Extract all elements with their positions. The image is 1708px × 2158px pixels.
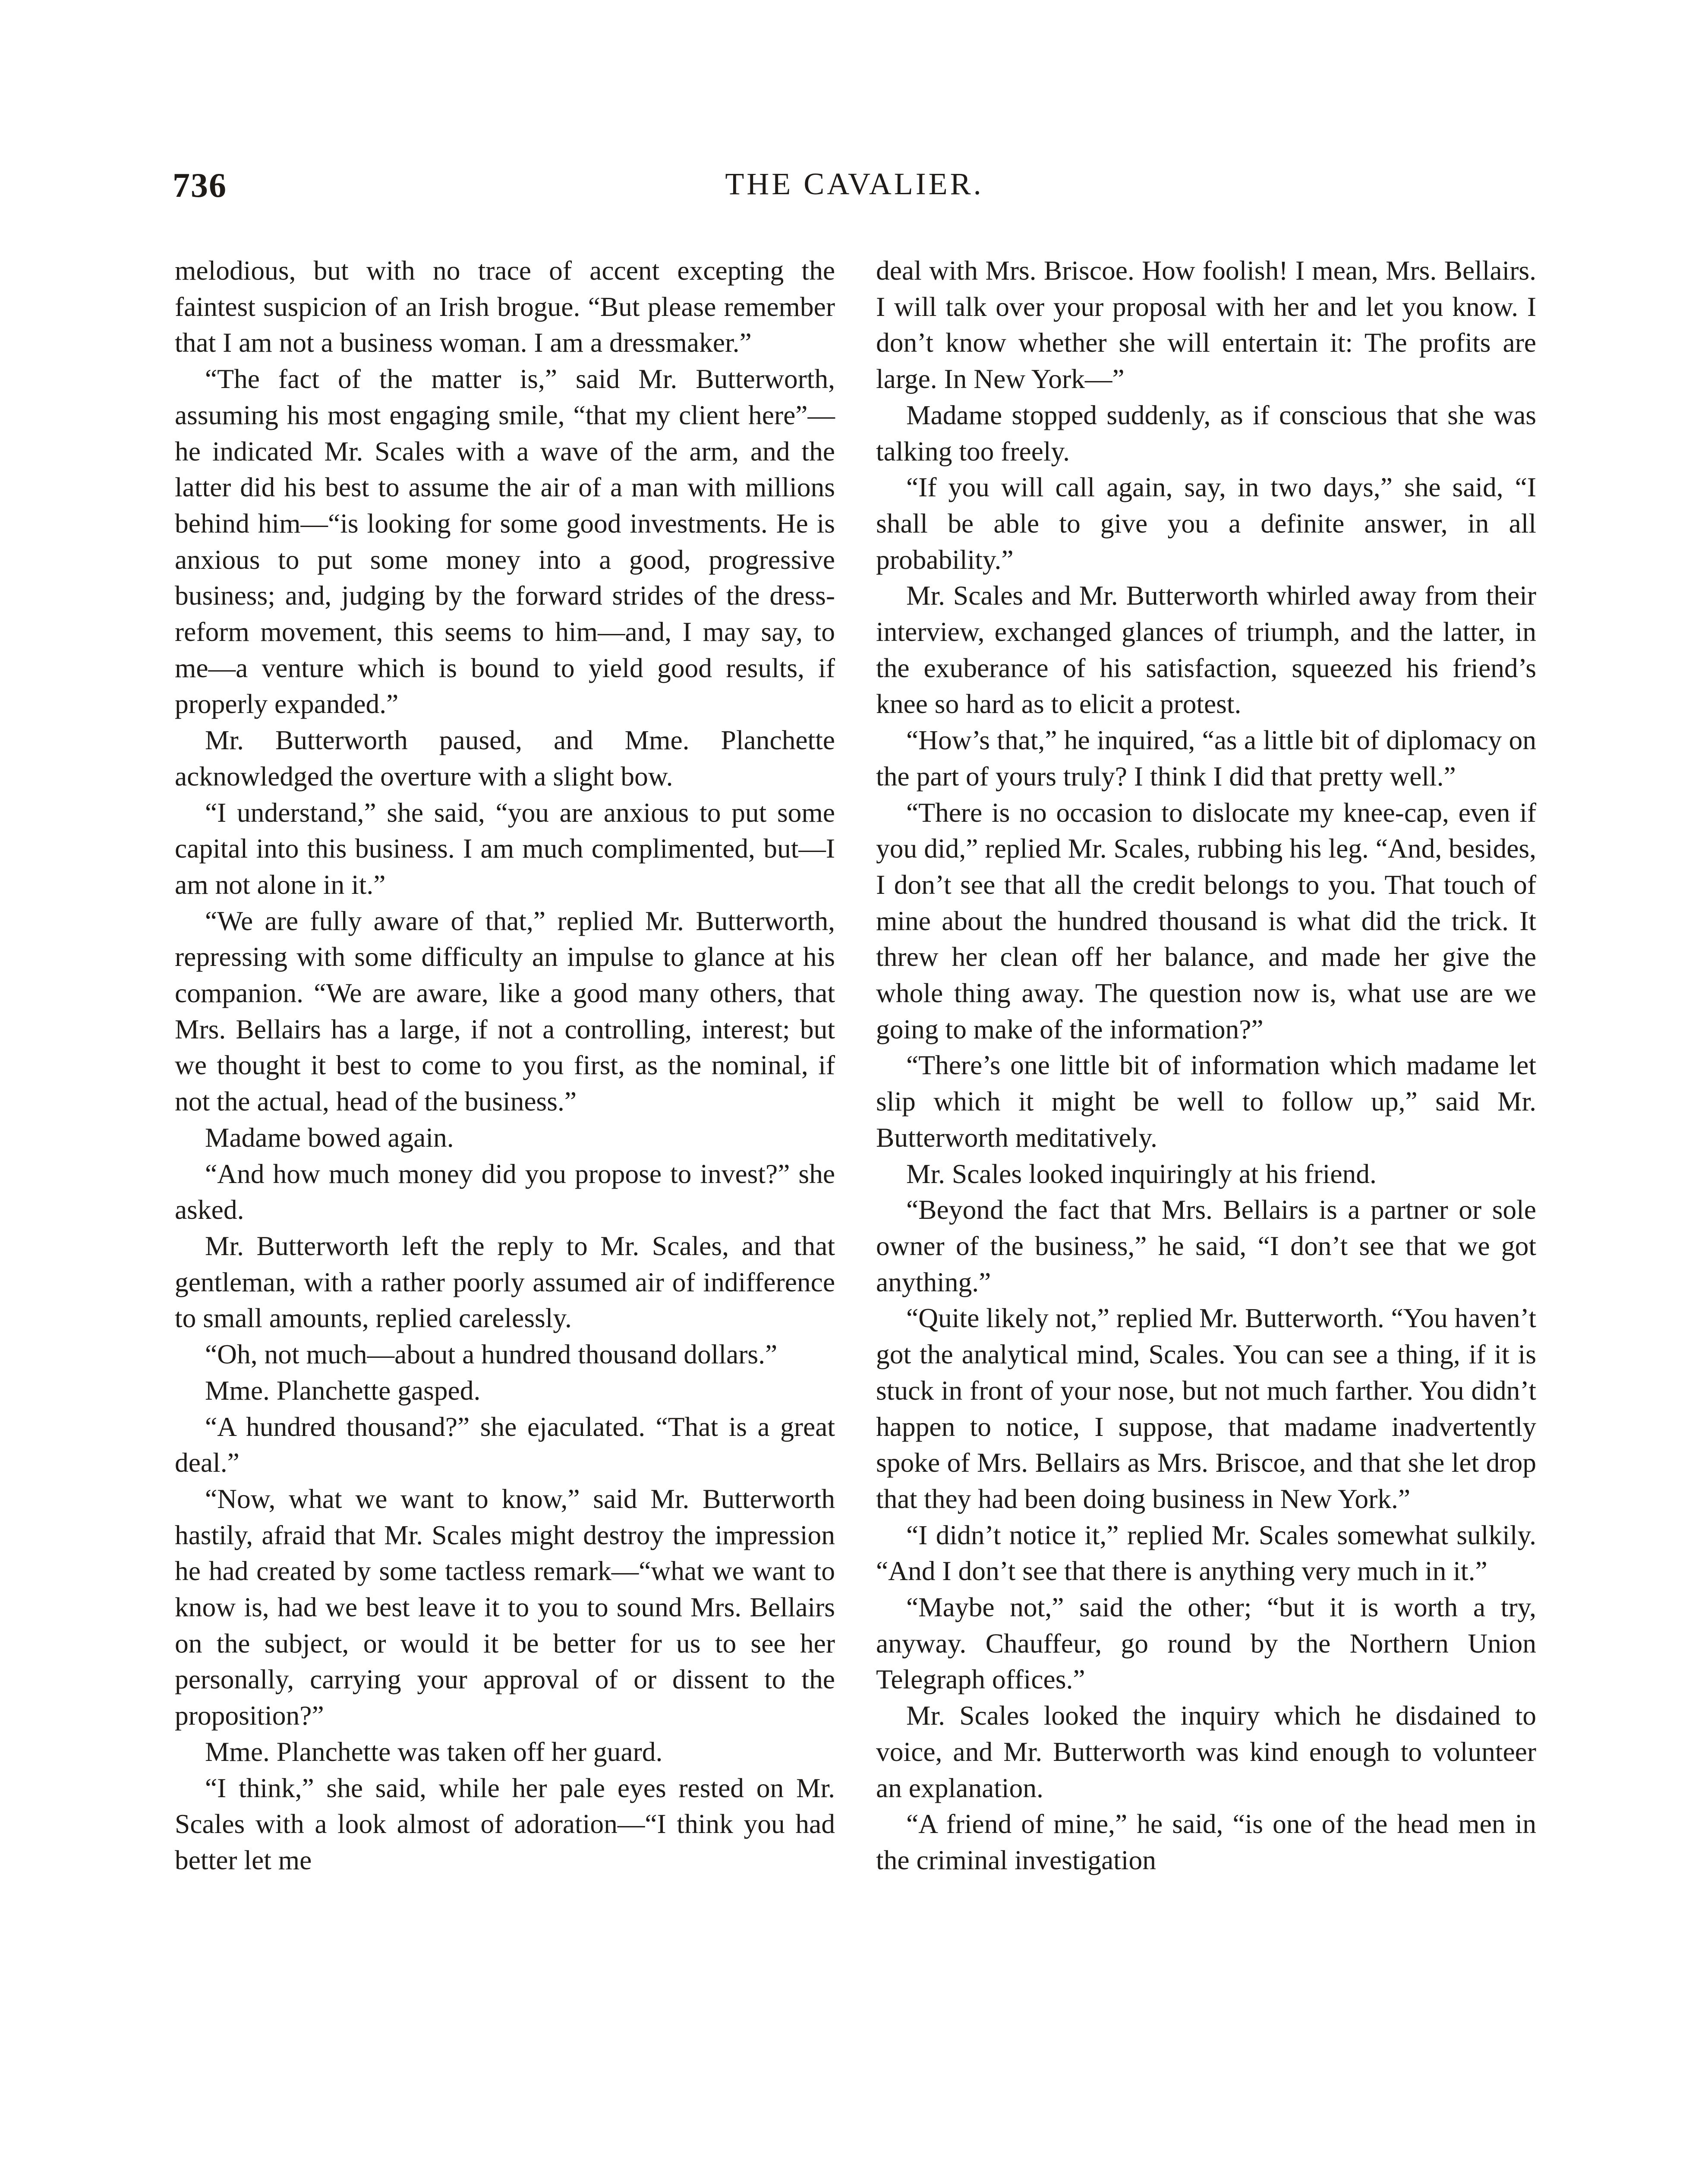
right-column-paragraph: Mr. Scales looked the inquiry which he disdained to voice, and Mr. Butterworth was kind enough to volunteer an explanation. xyxy=(876,1700,1536,1803)
right-column-paragraph: Mr. Scales looked inquiringly at his friend. xyxy=(906,1158,1377,1189)
left-column-paragraph: “And how much money did you propose to invest?” she asked. xyxy=(175,1158,835,1225)
right-column-paragraph: Madame stopped suddenly, as if conscious that she was talking too freely. xyxy=(876,399,1536,467)
right-column-paragraph: “If you will call again, say, in two days,” she said, “I shall be able to give you a definite answer, in all probability.” xyxy=(876,472,1536,575)
left-column-paragraph: Mme. Planchette was taken off her guard. xyxy=(205,1736,663,1767)
right-column-paragraph: “A friend of mine,” he said, “is one of the head men in the criminal investigation xyxy=(876,1808,1536,1875)
left-column-paragraph: melodious, but with no trace of accent excepting the faintest suspicion of an Irish brogue. “But please remember that I am not a business woman. I am a dressmaker.” xyxy=(175,255,835,358)
left-column-paragraph: “Now, what we want to know,” said Mr. Butterworth hastily, afraid that Mr. Scales might destroy the impression he had created by some tactless remark—“what we want to know is, had we best leave it to you to sound Mrs. Bellairs on the subject, or would it be better for us to see her personally, carrying your approval of or dissent to the proposition?” xyxy=(175,1483,835,1731)
right-column-paragraph: “There is no occasion to dislocate my knee-cap, even if you did,” replied Mr. Scales, rubbing his leg. “And, besides, I don’t see that all the credit belongs to you. That touch of mine about the hundred thousand is what did the trick. It threw her clean off her balance, and made her give the whole thing away. The question now is, what use are we going to make of the information?” xyxy=(876,797,1536,1044)
left-column-paragraph: “I understand,” she said, “you are anxious to put some capital into this business. I am much complimented, but—I am not alone in it.” xyxy=(175,797,835,900)
page-header xyxy=(173,166,1536,214)
right-column-paragraph: “Maybe not,” said the other; “but it is worth a try, anyway. Chauffeur, go round by the Northern Union Telegraph offices.” xyxy=(876,1592,1536,1695)
left-column-paragraph: “The fact of the matter is,” said Mr. Butterworth, assuming his most engaging smile, “that my client here”—he indicated Mr. Scales with a wave of the arm, and the latter did his best to assume the air of a man with millions behind him—“is looking for some good investments. He is anxious to put some money into a good, progressive business; and, judging by the forward strides of the dress-reform movement, this seems to him—and, I may say, to me—a venture which is bound to yield good results, if properly expanded.” xyxy=(175,363,835,719)
right-column-paragraph: “How’s that,” he inquired, “as a little bit of diplomacy on the part of yours truly? I think I did that pretty well.” xyxy=(876,725,1536,792)
left-column-paragraph: Mme. Planchette gasped. xyxy=(205,1375,481,1406)
page-number: 736 xyxy=(173,167,227,205)
right-column xyxy=(876,252,1536,1878)
left-column xyxy=(175,252,835,1878)
right-column-paragraph: “I didn’t notice it,” replied Mr. Scales somewhat sulkily. “And I don’t see that there is anything very much in it.” xyxy=(876,1519,1536,1587)
left-column-paragraph: Mr. Butterworth paused, and Mme. Planchette acknowledged the overture with a slight bow. xyxy=(175,725,835,792)
right-column-paragraph: Mr. Scales and Mr. Butterworth whirled away from their interview, exchanged glances of triumph, and the latter, in the exuberance of his satisfaction, squeezed his friend’s knee so hard as to elicit a protest. xyxy=(876,580,1536,719)
left-column-paragraph: “A hundred thousand?” she ejaculated. “That is a great deal.” xyxy=(175,1411,835,1478)
left-column-paragraph: “We are fully aware of that,” replied Mr. Butterworth, repressing with some difficulty an impulse to glance at his companion. “We are aware, like a good many others, that Mrs. Bellairs has a large, if not a controlling, interest; but we thought it best to come to you first, as the nominal, if not the actual, head of the business.” xyxy=(175,905,835,1117)
running-title: THE CAVALIER. xyxy=(725,167,984,201)
left-column-paragraph: “Oh, not much—about a hundred thousand dollars.” xyxy=(205,1339,778,1370)
left-column-paragraph: Mr. Butterworth left the reply to Mr. Scales, and that gentleman, with a rather poorly assumed air of indifference to small amounts, replied carelessly. xyxy=(175,1230,835,1334)
right-column-paragraph: “Quite likely not,” replied Mr. Butterworth. “You haven’t got the analytical mind, Scales. You can see a thing, if it is stuck in front of your nose, but not much farther. You didn’t happen to notice, I suppose, that madame inadvertently spoke of Mrs. Bellairs as Mrs. Briscoe, and that she let drop that they had been doing business in New York.” xyxy=(876,1303,1536,1514)
right-column-paragraph: “Beyond the fact that Mrs. Bellairs is a partner or sole owner of the business,” he said, “I don’t see that we got anything.” xyxy=(876,1194,1536,1297)
right-column-paragraph: “There’s one little bit of information which madame let slip which it might be well to follow up,” said Mr. Butterworth meditatively. xyxy=(876,1050,1536,1153)
left-column-paragraph: “I think,” she said, while her pale eyes rested on Mr. Scales with a look almost of adoration—“I think you had better let me xyxy=(175,1772,835,1875)
left-column-paragraph: Madame bowed again. xyxy=(205,1122,454,1153)
right-column-paragraph: deal with Mrs. Briscoe. How foolish! I mean, Mrs. Bellairs. I will talk over your proposal with her and let you know. I don’t know whether she will entertain it: The profits are large. In New York—” xyxy=(876,255,1536,394)
